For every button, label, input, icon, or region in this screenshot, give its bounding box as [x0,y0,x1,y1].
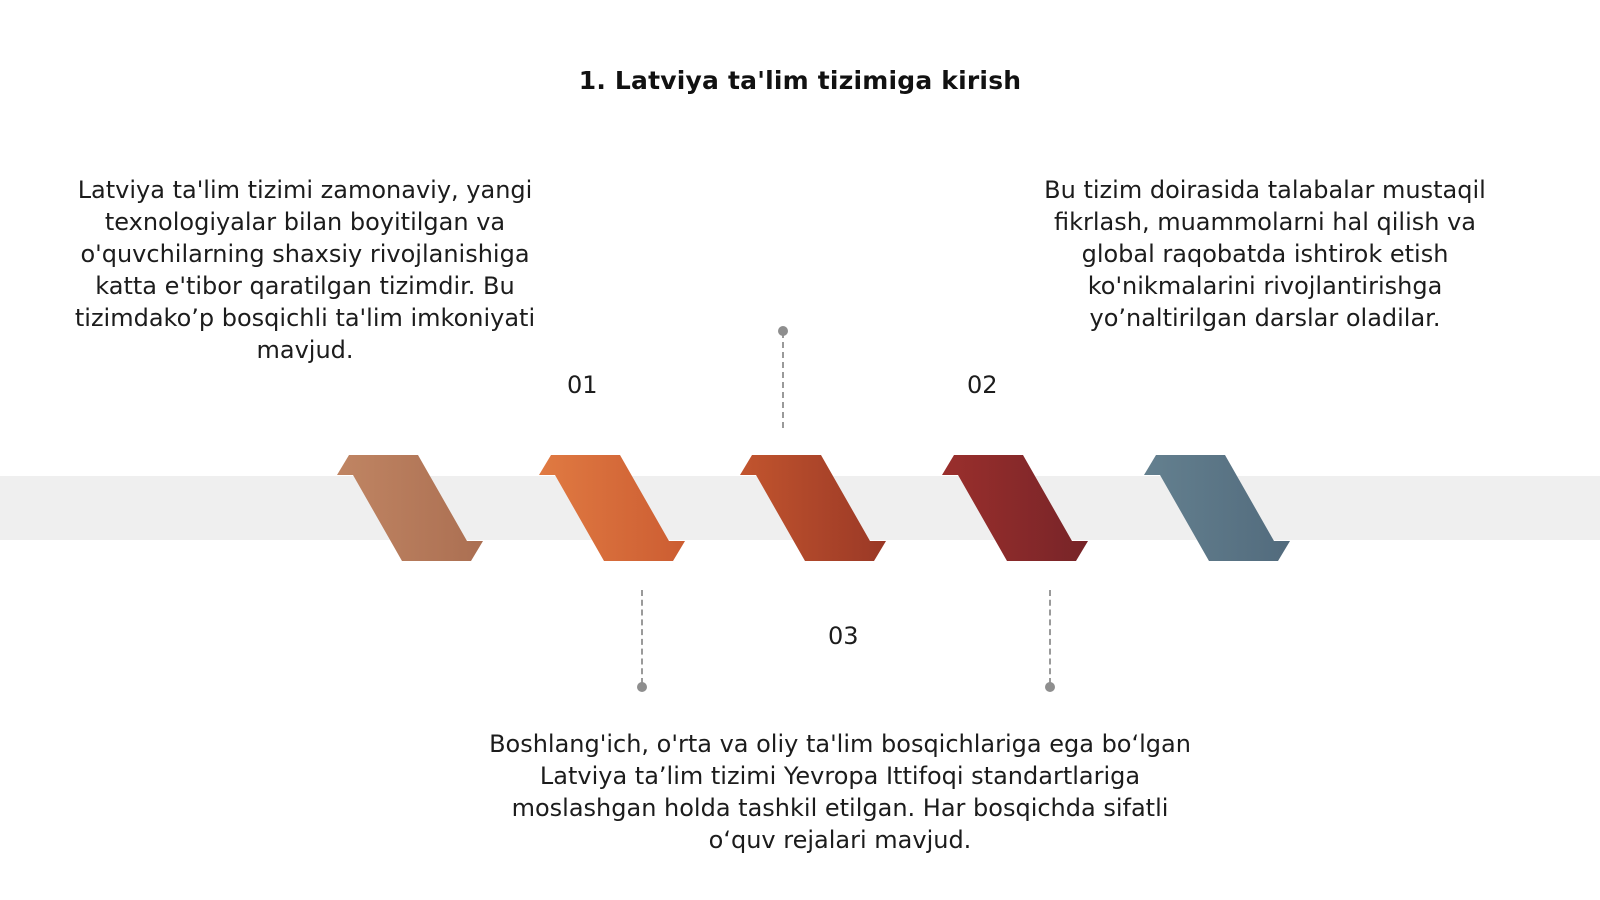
connector-line-bottom-right [1049,590,1051,684]
step-number-03: 03 [828,622,859,650]
step-number-02: 02 [967,371,998,399]
step-text-02: Bu tizim doirasida talabalar mustaqil fikrlash, muammolarni hal qilish va global raqobatda ishtirok etish ko'nikmalarini rivojlantirishga yo’naltirilgan darslar oladilar. [1044,176,1486,332]
connector-line-top [782,332,784,428]
chevron-5 [1144,455,1290,561]
step-text-03: Boshlang'ich, o'rta va oliy ta'lim bosqichlariga ega bo‘lgan Latviya ta’lim tizimi Yevropa Ittifoqi standartlariga moslashgan holda tashkil etilgan. Har bosqichda sifatli o‘quv rejalari mavjud. [489,730,1191,854]
chevron-4 [942,455,1088,561]
step-text-01: Latviya ta'lim tizimi zamonaviy, yangi texnologiyalar bilan boyitilgan va o'quvchilarning shaxsiy rivojlanishiga katta e'tibor qaratilgan tizimdir. Bu tizimdako’p bosqichli ta'lim imkoniyati mavjud. [74,176,536,364]
chevron-1 [337,455,483,561]
step-number-01: 01 [567,371,598,399]
chevron-3 [740,455,886,561]
connector-dot-bottom-left [637,682,647,692]
slide-title: 1. Latviya ta'lim tizimiga kirish [578,66,1022,95]
connector-line-bottom-left [641,590,643,684]
chevron-2 [539,455,685,561]
connector-dot-top [778,326,788,336]
connector-dot-bottom-right [1045,682,1055,692]
